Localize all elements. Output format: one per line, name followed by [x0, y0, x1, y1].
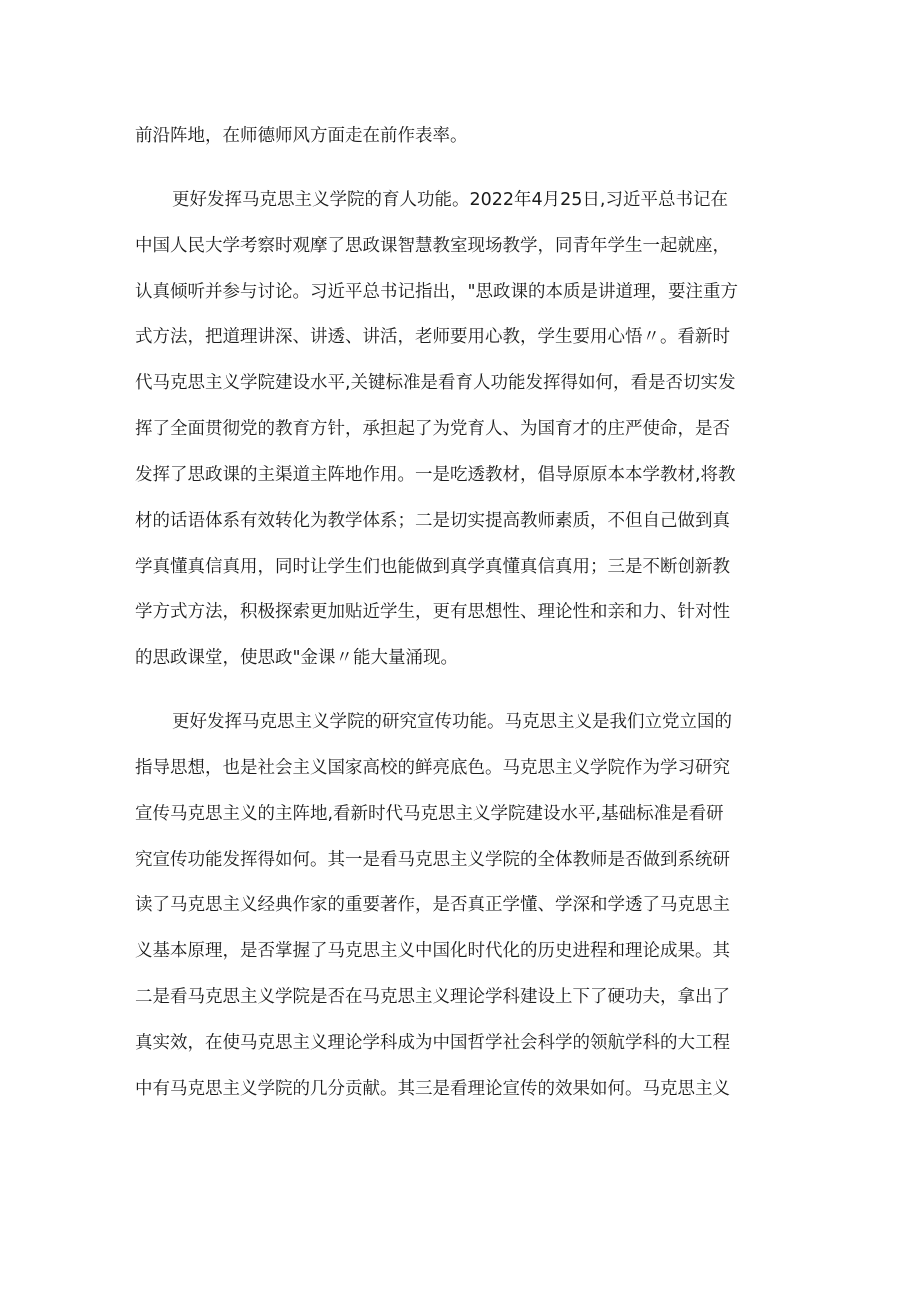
paragraph-3-line-7: 二是看马克思主义学院是否在马克思主义理论学科建设上下了硬功夫，拿出了 — [135, 987, 730, 1007]
paragraph-2-line-11: 的思政课堂，使思政"金课〃能大量涌现。 — [135, 648, 459, 668]
paragraph-3-line-3: 宣传马克思主义的主阵地,看新时代马克思主义学院建设水平,基础标准是看研 — [135, 804, 724, 824]
paragraph-2-line-4: 式方法，把道理讲深、讲透、讲活，老师要用心教，学生要用心悟〃。看新时 — [135, 327, 730, 347]
paragraph-3-line-8: 真实效，在使马克思主义理论学科成为中国哲学社会科学的领航学科的大工程 — [135, 1033, 730, 1053]
paragraph-2-line-1: 更好发挥马克思主义学院的育人功能。2022年4月25日,习近平总书记在 — [172, 190, 728, 210]
paragraph-2-line-5: 代马克思主义学院建设水平,关键标准是看育人功能发挥得如何，看是否切实发 — [135, 373, 736, 393]
paragraph-2-line-10: 学方式方法，积极探索更加贴近学生，更有思想性、理论性和亲和力、针对性 — [135, 602, 730, 622]
paragraph-3-line-6: 义基本原理，是否掌握了马克思主义中国化时代化的历史进程和理论成果。其 — [135, 941, 730, 961]
paragraph-2-line-8: 材的话语体系有效转化为教学体系；二是切实提高教师素质，不但自己做到真 — [135, 511, 730, 531]
paragraph-2-line-3: 认真倾听并参与讨论。习近平总书记指出，"思政课的本质是讲道理，要注重方 — [135, 282, 739, 302]
paragraph-3-line-2: 指导思想，也是社会主义国家高校的鲜亮底色。马克思主义学院作为学习研究 — [135, 758, 730, 778]
paragraph-3-line-4: 究宣传功能发挥得如何。其一是看马克思主义学院的全体教师是否做到系统研 — [135, 850, 730, 870]
paragraph-3-line-9: 中有马克思主义学院的几分贡献。其三是看理论宣传的效果如何。马克思主义 — [135, 1079, 730, 1099]
paragraph-3-line-1: 更好发挥马克思主义学院的研究宣传功能。马克思主义是我们立党立国的 — [172, 712, 732, 732]
paragraph-1-line-1: 前沿阵地，在师德师风方面走在前作表率。 — [135, 126, 468, 146]
paragraph-2-line-9: 学真懂真信真用，同时让学生们也能做到真学真懂真信真用；三是不断创新教 — [135, 557, 730, 577]
paragraph-2-line-2: 中国人民大学考察时观摩了思政课智慧教室现场教学，同青年学生一起就座， — [135, 236, 730, 256]
paragraph-2-line-7: 发挥了思政课的主渠道主阵地作用。一是吃透教材，倡导原原本本学教材,将教 — [135, 465, 736, 485]
paragraph-3-line-5: 读了马克思主义经典作家的重要著作，是否真正学懂、学深和学透了马克思主 — [135, 895, 730, 915]
paragraph-2-line-6: 挥了全面贯彻党的教育方针，承担起了为党育人、为国育才的庄严使命，是否 — [135, 419, 730, 439]
